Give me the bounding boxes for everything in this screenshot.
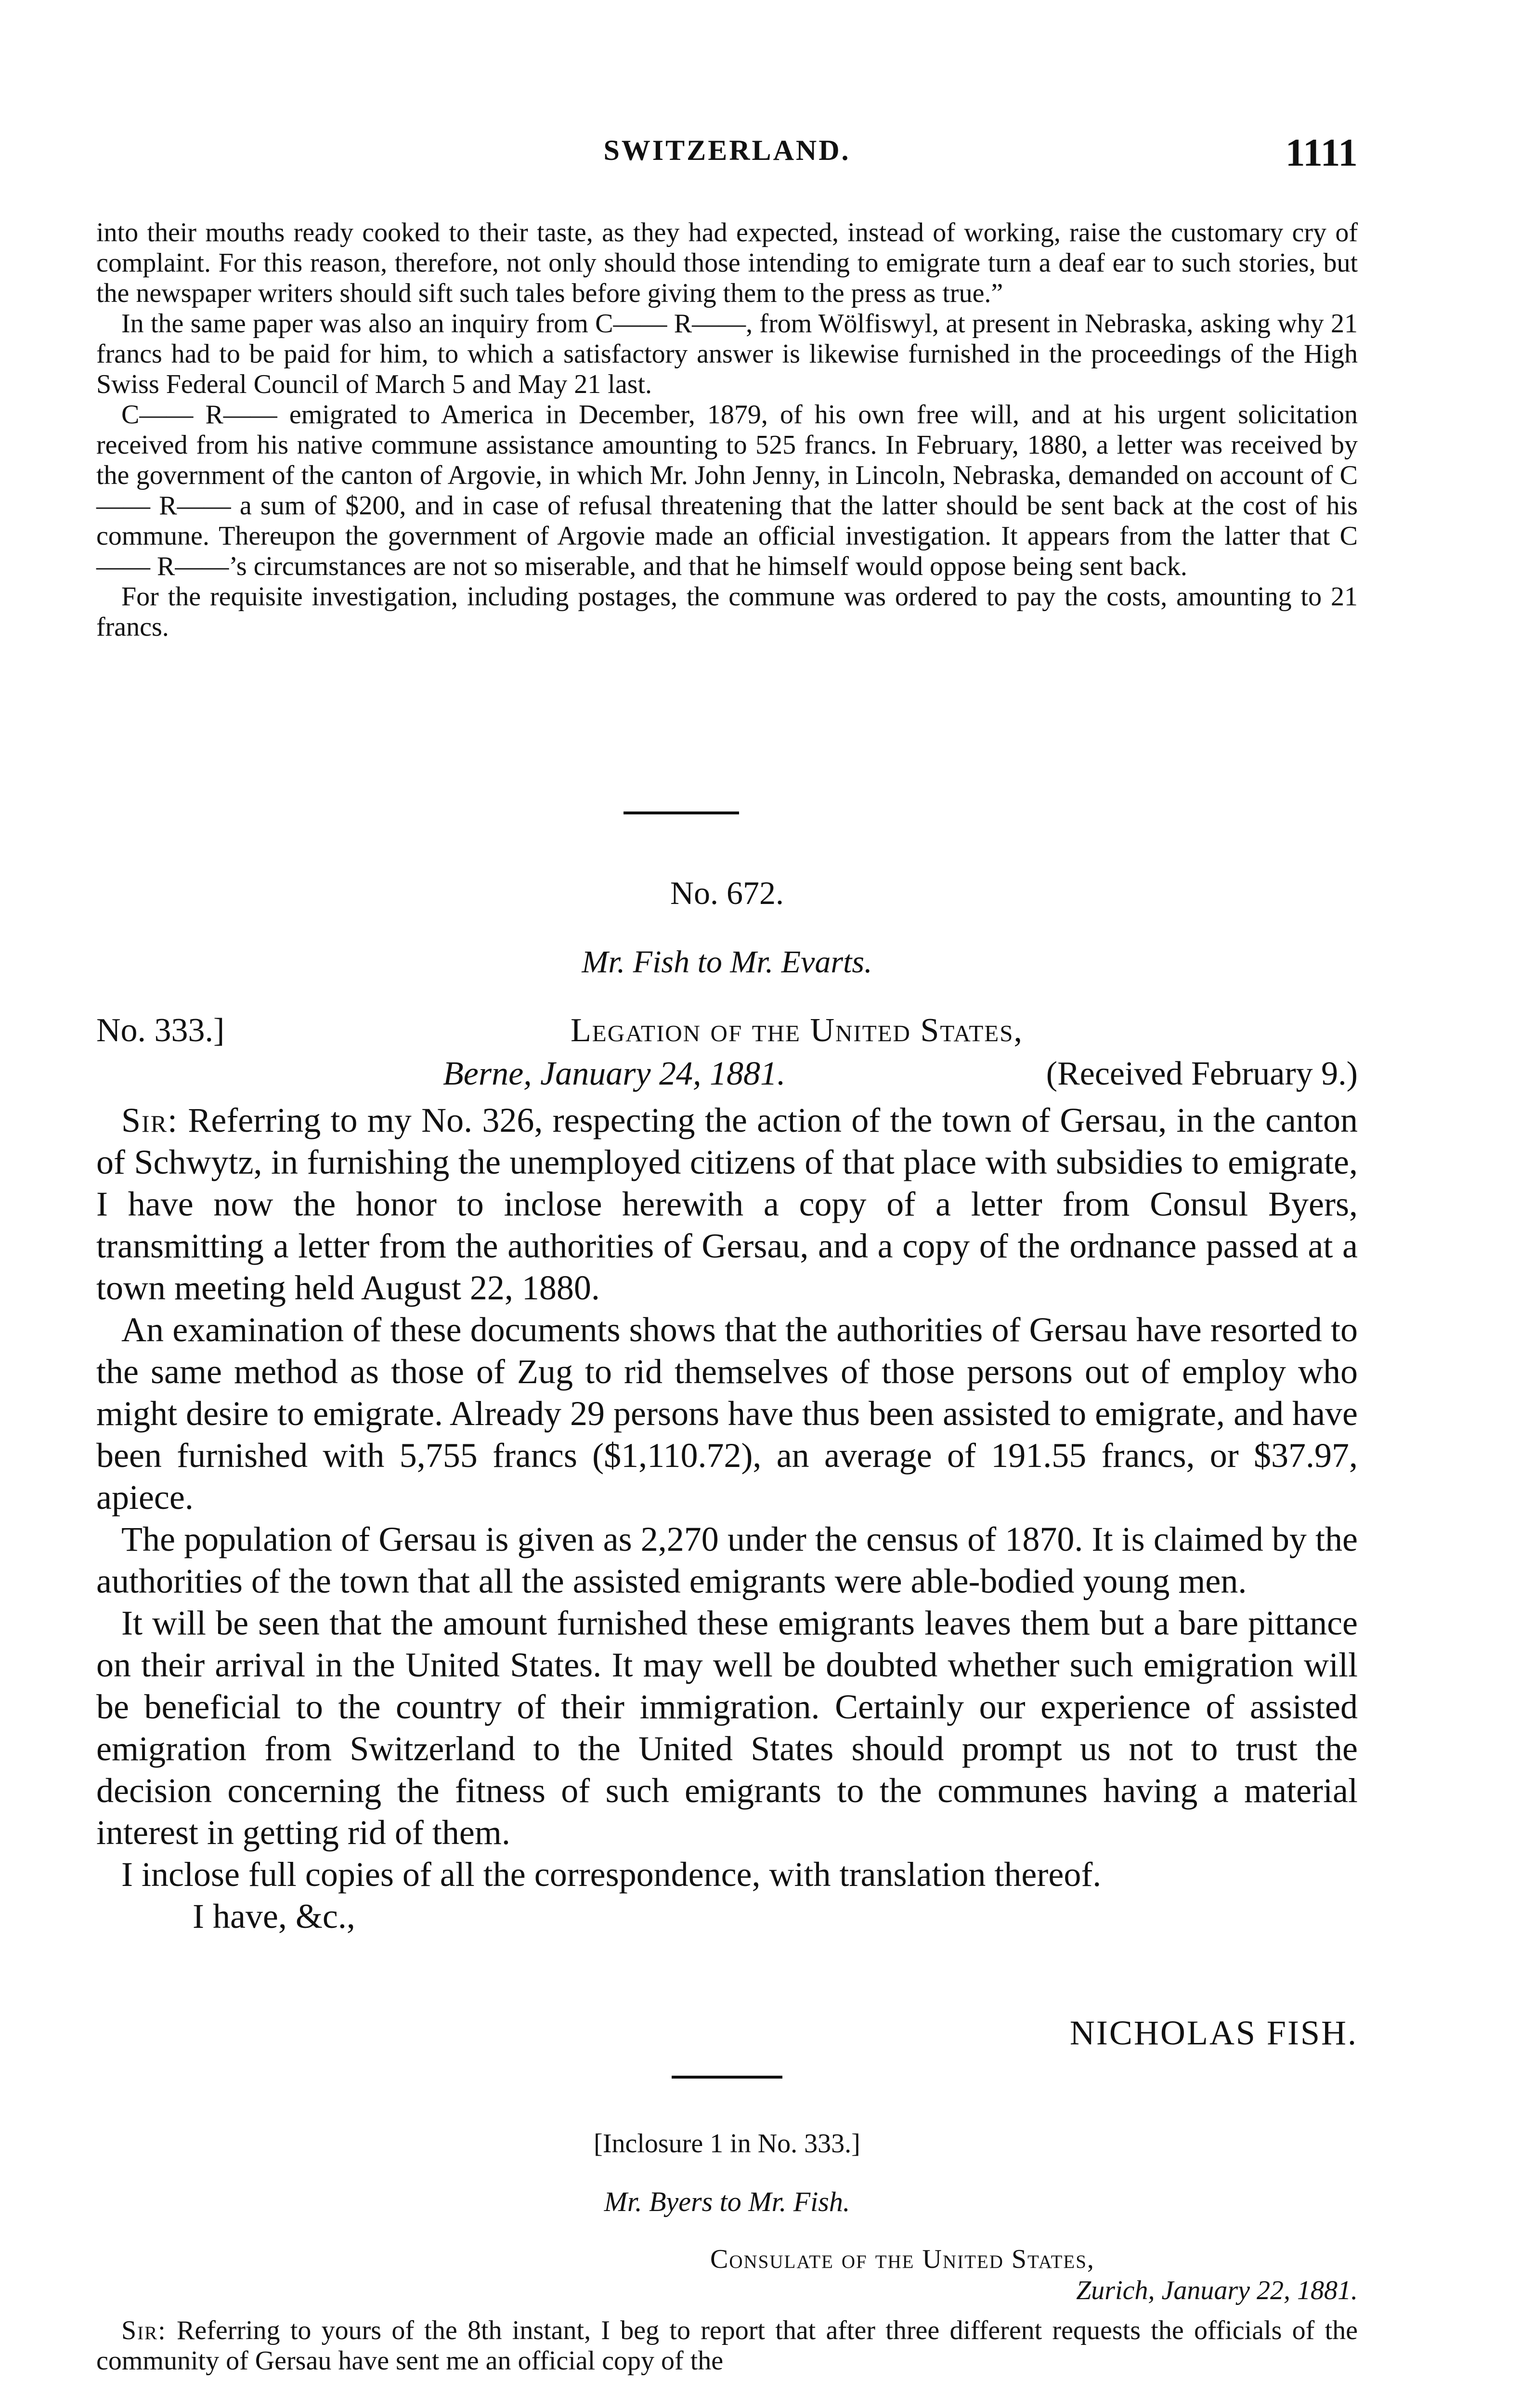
inclosure-body [96, 2316, 1358, 2376]
inclosure-place: Zurich [1076, 2276, 1148, 2305]
inclosure-date: Zurich, January 22, 1881. [1076, 2276, 1358, 2305]
dispatch-body [96, 1099, 1358, 1937]
document-number: No. 672. [670, 875, 784, 911]
page-number: 1111 [1285, 131, 1358, 174]
closing: I have, &c., [193, 1897, 355, 1936]
section-divider [624, 811, 739, 814]
dispatch-place: Berne [443, 1055, 524, 1092]
section-divider [672, 2076, 782, 2079]
inclosure-title: Mr. Byers to Mr. Fish. [604, 2186, 850, 2217]
dispatch-header-line [96, 1011, 1358, 1050]
salutation: Sir: [121, 1101, 179, 1139]
dispatch-number: No. 333.] [96, 1012, 225, 1049]
dispatch-paragraph: The population of Gersau is given as 2,270 under the census of 1870. It is claimed by the authorities of the town that all the assisted emigrants were able-bodied young men. [96, 1520, 1358, 1600]
received-date: (Received February 9.) [1046, 1055, 1358, 1092]
legation-name: Legation of the United States, [571, 1012, 1023, 1049]
dispatch-paragraph: I inclose full copies of all the correspondence, with translation thereof. [121, 1855, 1102, 1894]
dispatch-paragraph: An examination of these documents shows that the authorities of Gersau have resorted to the same method as those of Zug to rid themselves of those persons out of employ who might desire to emigrate. Already 29 persons have thus been assisted to emigrate, and have been furnished with 5,755 francs ($1,110.72), an average of 191.55 francs, or $37.97, apiece. [96, 1310, 1358, 1517]
inclosure-date-line [96, 2276, 1358, 2306]
consulate-line [96, 2244, 1358, 2275]
continued-paragraph: C—— R—— emigrated to America in December, 1879, of his own free will, and at his urgent solicitation received from his native commune assistance amounting to 525 francs. In February, 1880, a letter was received by the government of the canton of Argovie, in which Mr. John Jenny, in Lincoln, Nebraska, demanded on account of C—— R—— a sum of $200, and in case of refusal threatening that the latter should be sent back at the cost of his commune. Thereupon the government of Argovie made an official investigation. It appears from the latter that C—— R——’s circumstances are not so miserable, and that he himself would oppose being sent back. [96, 400, 1358, 581]
consulate-name: Consulate of the United States, [710, 2244, 1095, 2274]
document-title: Mr. Fish to Mr. Evarts. [582, 944, 872, 980]
continued-paragraph: into their mouths ready cooked to their taste, as they had expected, instead of working, raise the customary cry of complaint. For this reason, therefore, not only should those intending to emigrate turn a deaf ear to such stories, but the newspaper writers should sift such tales before giving them to the press as true.” [96, 218, 1358, 308]
continued-paragraph: In the same paper was also an inquiry from C—— R——, from Wölfiswyl, at present in Nebraska, asking why 21 francs had to be paid for him, to which a satisfactory answer is likewise furnished in the proceedings of the High Swiss Federal Council of March 5 and May 21 last. [96, 309, 1358, 399]
running-title: SWITZERLAND. [603, 134, 851, 166]
continued-paragraph: For the requisite investigation, including postages, the commune was ordered to pay the costs, amounting to 21 francs. [96, 582, 1358, 642]
inclosure-salutation: Sir: [121, 2316, 167, 2345]
dispatch-paragraph: It will be seen that the amount furnished these emigrants leaves them but a bare pittance on their arrival in the United States. It may well be doubted whether such emigration will be beneficial to the country of their immigration. Certainly our experience of assisted emigration from Switzerland to the United States should prompt us not to trust the decision concerning the fitness of such emigrants to the communes having a material interest in getting rid of them. [96, 1604, 1358, 1852]
continued-text [96, 218, 1358, 642]
dispatch-date: Berne, January 24, 1881. [443, 1055, 786, 1092]
signature: NICHOLAS FISH. [1069, 2014, 1358, 2052]
inclosure-label: [Inclosure 1 in No. 333.] [594, 2129, 860, 2159]
inclosure-paragraph: Sir: Referring to yours of the 8th instant, I beg to report that after three different requests the officials of the community of Gersau have sent me an official copy of the [96, 2316, 1358, 2376]
running-head [96, 130, 1358, 178]
dispatch-paragraph: Sir: Referring to my No. 326, respecting the action of the town of Gersau, in the canton of Schwytz, in furnishing the unemployed citizens of that place with subsidies to emigrate, I have now the honor to inclose herewith a copy of a letter from Consul Byers, transmitting a letter from the authorities of Gersau, and a copy of the ordnance passed at a town meeting held August 22, 1880. [96, 1101, 1358, 1307]
